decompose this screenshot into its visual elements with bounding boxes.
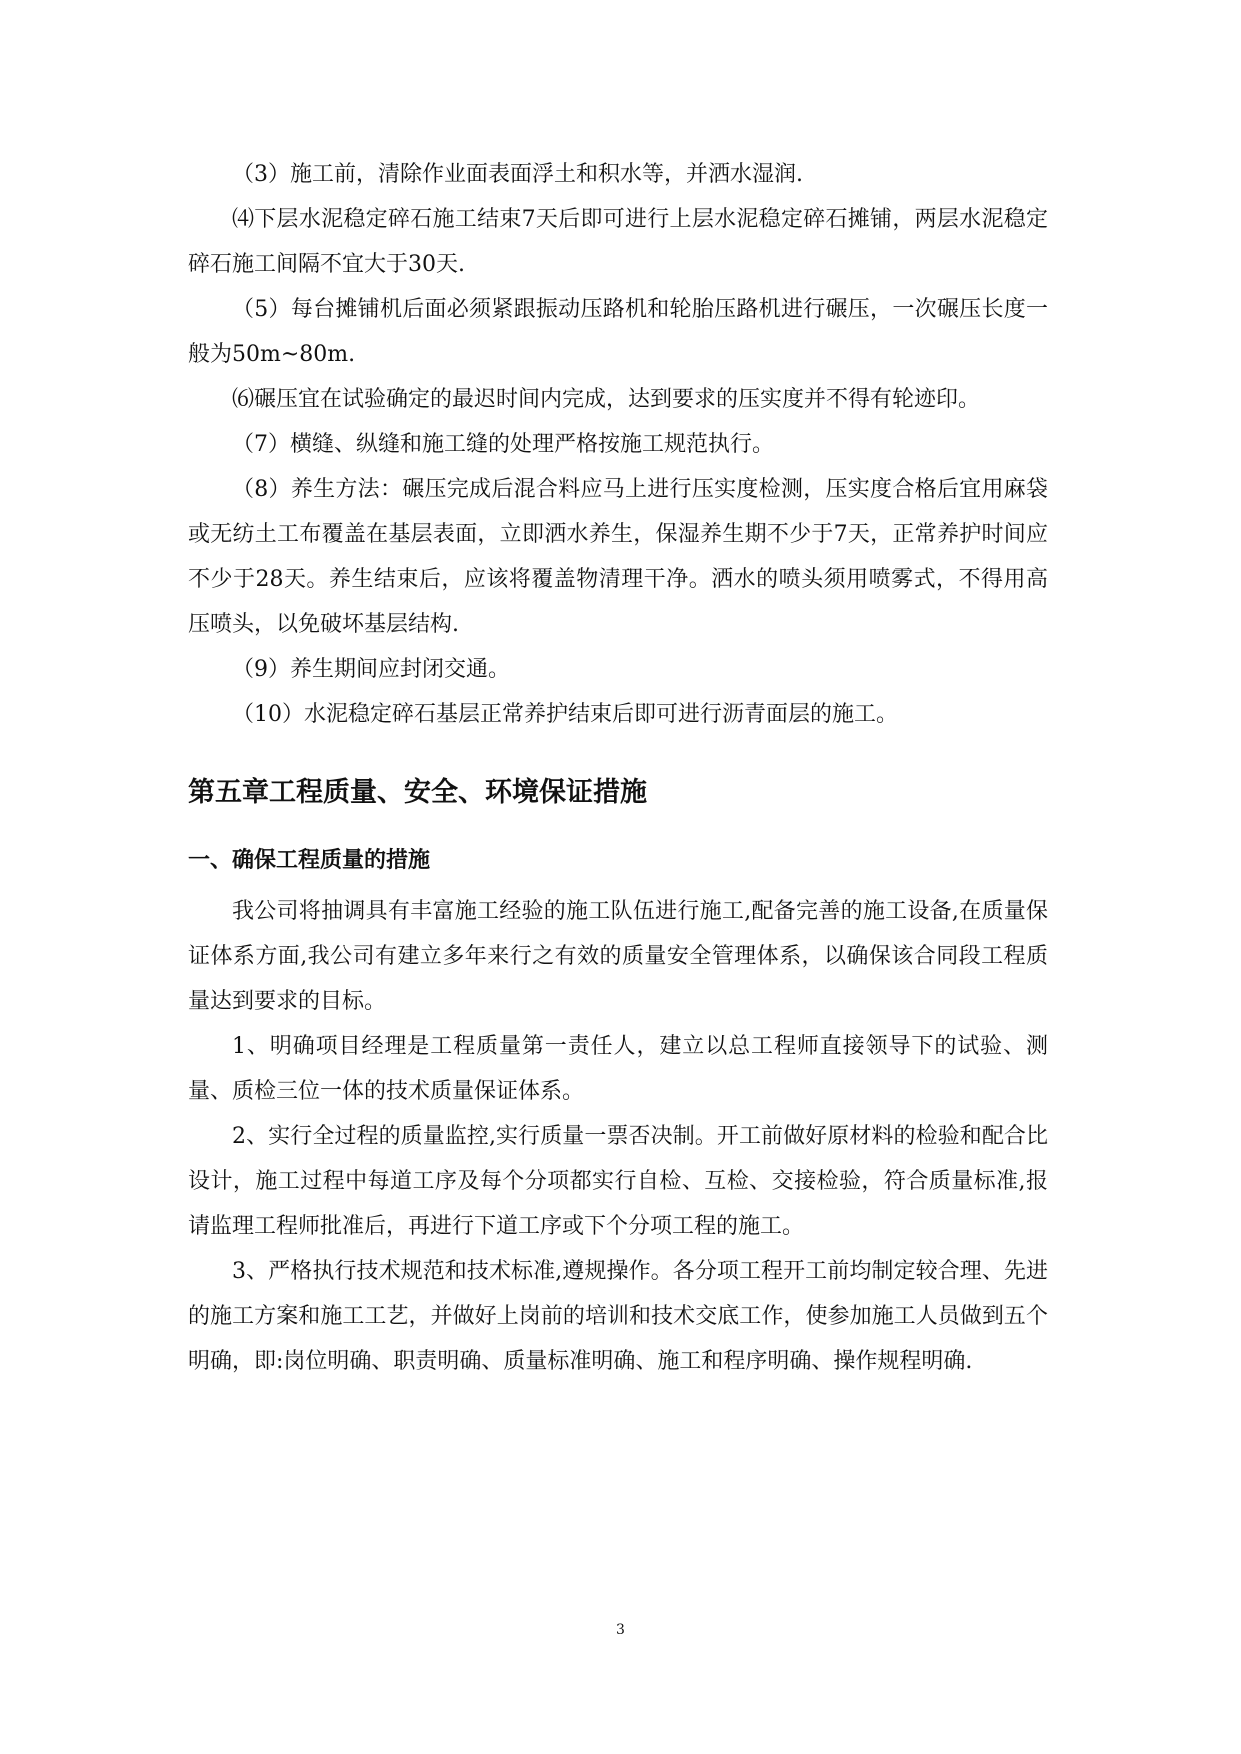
page-content [188,152,1048,1384]
paragraph-step-7: （7）横缝、纵缝和施工缝的处理严格按施工规范执行。 [232,432,774,457]
paragraph-measure-1: 1、明确项目经理是工程质量第一责任人，建立以总工程师直接领导下的试验、测量、质检三位一体的技术质量保证体系。 [188,1034,1048,1104]
paragraph-step-6: ⑹碾压宜在试验确定的最迟时间内完成，达到要求的压实度并不得有轮迹印。 [232,387,981,412]
paragraph-step-9: （9）养生期间应封闭交通。 [232,657,510,682]
paragraph-step-8: （8）养生方法：碾压完成后混合料应马上进行压实度检测，压实度合格后宜用麻袋或无纺土工布覆盖在基层表面，立即洒水养生，保湿养生期不少于7天，正常养护时间应不少于28天。养生结束后，应该将覆盖物清理干净。洒水的喷头须用喷雾式，不得用高压喷头，以免破坏基层结构. [188,477,1048,637]
paragraph-step-10: （10）水泥稳定碎石基层正常养护结束后即可进行沥青面层的施工。 [232,702,898,727]
chapter-title: 第五章工程质量、安全、环境保证措施 [188,777,647,808]
paragraph-step-4: ⑷下层水泥稳定碎石施工结束7天后即可进行上层水泥稳定碎石摊铺，两层水泥稳定碎石施工间隔不宜大于30天. [188,207,1048,277]
paragraph-measure-3: 3、严格执行技术规范和技术标准,遵规操作。各分项工程开工前均制定较合理、先进的施工方案和施工工艺，并做好上岗前的培训和技术交底工作，使参加施工人员做到五个明确，即:岗位明确、职责明确、质量标准明确、施工和程序明确、操作规程明确. [188,1259,1048,1374]
paragraph-measure-2: 2、实行全过程的质量监控,实行质量一票否决制。开工前做好原材料的检验和配合比设计，施工过程中每道工序及每个分项都实行自检、互检、交接检验，符合质量标准,报请监理工程师批准后，再进行下道工序或下个分项工程的施工。 [188,1124,1048,1239]
section-title: 一、确保工程质量的措施 [188,848,431,873]
paragraph-step-3: （3）施工前，清除作业面表面浮土和积水等，并洒水湿润. [232,162,803,187]
paragraph-intro: 我公司将抽调具有丰富施工经验的施工队伍进行施工,配备完善的施工设备,在质量保证体系方面,我公司有建立多年来行之有效的质量安全管理体系，以确保该合同段工程质量达到要求的目标。 [188,899,1048,1014]
page-number: 3 [616,1622,625,1638]
paragraph-step-5: （5）每台摊铺机后面必须紧跟振动压路机和轮胎压路机进行碾压，一次碾压长度一般为50m~80m. [188,297,1048,367]
